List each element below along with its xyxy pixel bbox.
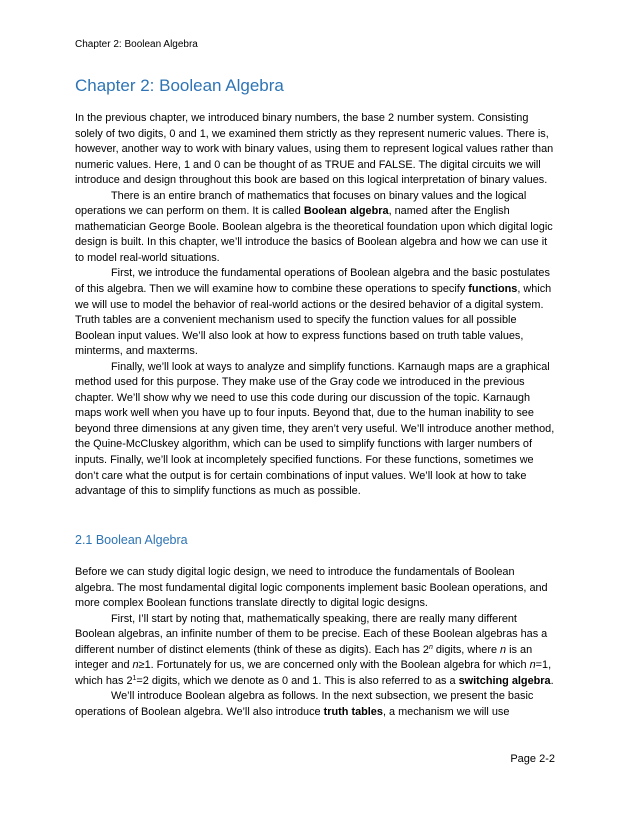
- intro-paragraph-3: First, we introduce the fundamental operations of Boolean algebra and the basic postulates of this algebra. Then we will examine how to combine these operations to specify functions, which we will use to model the behavior of real-world actions or the desired behavior of a digital system. Truth tables are a convenient mechanism used to specify the function values for all possible Boolean input values. We’ll also look at how to express functions based on truth table values, minterms, and maxterms.: [75, 267, 552, 358]
- section-paragraph-3: We’ll introduce Boolean algebra as follows. In the next subsection, we present the basic operations of Boolean algebra. We’ll also introduce truth tables, a mechanism we will use: [75, 690, 534, 718]
- term-functions: functions: [468, 283, 518, 296]
- section-paragraph-2: First, I’ll start by noting that, mathematically speaking, there are really many different Boolean algebras, an infinite number of them to be precise. Each of these Boolean algebras has a different number of distinct elements (think of these as digits). Each has 2$^n$ digits, where n is an integer and n≥1. Fortunately for us, we are concerned only with the Boolean algebra for which n=1, which has $2^1=2$ digits, which we denote as 0 and 1. This is also referred to as a switching algebra.: [75, 612, 554, 687]
- intro-paragraph-2: There is an entire branch of mathematics that focuses on binary values and the logical operations we can perform on them. It is called Boolean algebra, named after the English mathematician George Boole. Boolean algebra is the theoretical foundation upon which digital logic design is built. In this chapter, we’ll introduce the basics of Boolean algebra and how we can use it to model real-world situations.: [75, 189, 553, 264]
- term-boolean-algebra: Boolean algebra: [303, 205, 389, 218]
- section-paragraph-1: Before we can study digital logic design, we need to introduce the fundamentals of Boolean algebra. The most fundamental digital logic components implement basic Boolean operations, and more complex Boolean functions translate directly to digital logic designs.: [75, 566, 548, 610]
- page-number: Page 2-2: [510, 753, 555, 765]
- intro-text: [75, 111, 555, 500]
- intro-paragraph-4: Finally, we’ll look at ways to analyze and simplify functions. Karnaugh maps are a graphical method used for this purpose. They make use of the Gray code we introduced in the previous chapter. We’ll show why we need to use this code during our discussion of the topic. Karnaugh maps work well when you have up to four inputs. Beyond that, due to the human inability to see beyond three dimensions at any given time, they aren’t very useful. We’ll introduce another method, the Quine-McCluskey algorithm, which can be used to simplify functions with larger numbers of inputs. Finally, we’ll look at incompletely specified functions. For these functions, sometimes we don’t care what the output is for certain combinations of input values. We’ll look at how to take advantage of this to simplify functions as much as possible.: [75, 360, 555, 498]
- chapter-title: Chapter 2: Boolean Algebra: [75, 76, 284, 95]
- term-truth-tables: truth tables: [323, 705, 383, 718]
- section-heading: 2.1 Boolean Algebra: [75, 533, 188, 547]
- term-switching-algebra: switching algebra: [458, 674, 551, 687]
- section-text: [75, 565, 555, 720]
- intro-paragraph-1: In the previous chapter, we introduced binary numbers, the base 2 number system. Consisting solely of two digits, 0 and 1, we examined them strictly as they represent numeric values. There is, however, another way to work with binary values, using them to represent logical values rather than numeric values. Here, 1 and 0 can be thought of as TRUE and FALSE. The digital circuits we will introduce and design throughout this book are based on this logical interpretation of binary values.: [75, 112, 554, 187]
- running-header: Chapter 2: Boolean Algebra: [75, 39, 198, 50]
